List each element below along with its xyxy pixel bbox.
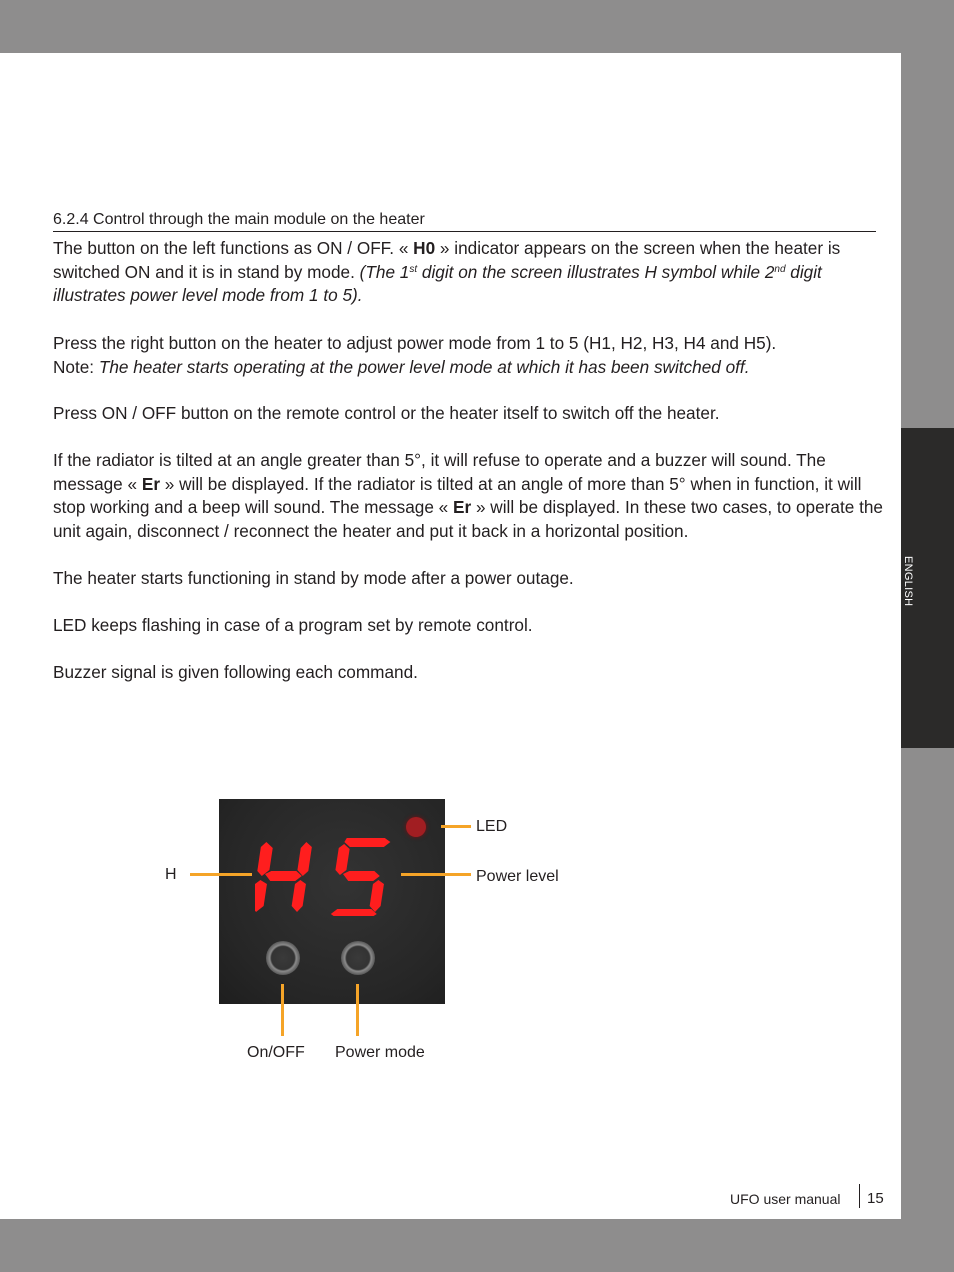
text-run: The button on the left functions as ON / OFF. «	[53, 238, 414, 258]
error-code: Er	[141, 473, 161, 494]
paragraph-on-off	[53, 237, 883, 308]
indicator-code: H0	[413, 238, 436, 258]
section-heading: 6.2.4 Control through the main module on the heater	[53, 211, 876, 232]
text-run: » indicator appears on the screen when the heater is switched ON and it is in stand by mode.	[53, 238, 841, 282]
on-off-leader-line	[281, 984, 284, 1036]
paragraph-power-mode	[53, 332, 883, 379]
note-text: The heater starts operating at the power level mode at which it has been switched off.	[98, 356, 750, 377]
power-level-callout-label: Power level	[476, 868, 559, 885]
text-run: » will be displayed. If the radiator is tilted at an angle of more than 5° when in function, it will stop working and a beep will sound. The message «	[53, 473, 862, 518]
text-run: Press the right button on the heater to adjust power mode from 1 to 5 (H1, H2, H3, H4 and H5).	[53, 333, 777, 353]
h-callout-label: H	[165, 866, 177, 883]
superscript: st	[409, 263, 418, 275]
text-run: If the radiator is tilted at an angle greater than 5°, it will refuse to operate and a buzzer will sound. The message «	[53, 450, 826, 494]
text-run: digit on the screen illustrates H symbol while 2	[417, 261, 775, 282]
led-leader-line	[441, 825, 471, 828]
power-mode-callout-label: Power mode	[335, 1044, 425, 1061]
on-off-callout-label: On/OFF	[247, 1044, 305, 1061]
page-number: 15	[867, 1190, 884, 1207]
note-label: Note:	[53, 356, 99, 377]
error-code: Er	[453, 497, 472, 518]
digit-h	[255, 842, 312, 912]
paragraph-led-flashing: LED keeps flashing in case of a program set by remote control.	[53, 615, 533, 635]
text-run: digit illustrates power level mode from 1 to 5).	[53, 261, 822, 306]
h-leader-line	[190, 873, 252, 876]
led-callout-label: LED	[476, 818, 508, 835]
paragraph-buzzer: Buzzer signal is given following each command.	[53, 662, 418, 682]
language-tab-label	[900, 556, 914, 570]
paragraph-power-outage: The heater starts functioning in stand by mode after a power outage.	[53, 568, 574, 588]
on-off-button[interactable]	[266, 941, 300, 975]
power-level-leader-line	[401, 873, 471, 876]
text-run: » will be displayed. In these two cases, to operate the unit again, disconnect / reconnect the heater and put it back in a horizontal position.	[53, 497, 883, 541]
text-run: (The 1	[359, 261, 410, 282]
led-indicator	[406, 817, 426, 837]
paragraph-tilt-safety	[53, 449, 883, 543]
seven-segment-display	[255, 836, 395, 916]
footer-manual-title: UFO user manual	[730, 1191, 841, 1207]
footer-divider	[859, 1184, 860, 1208]
superscript: nd	[774, 263, 786, 275]
power-mode-button[interactable]	[341, 941, 375, 975]
power-mode-leader-line	[356, 984, 359, 1036]
paragraph-switch-off: Press ON / OFF button on the remote control or the heater itself to switch off the heater.	[53, 403, 720, 423]
digit-5	[330, 838, 390, 916]
